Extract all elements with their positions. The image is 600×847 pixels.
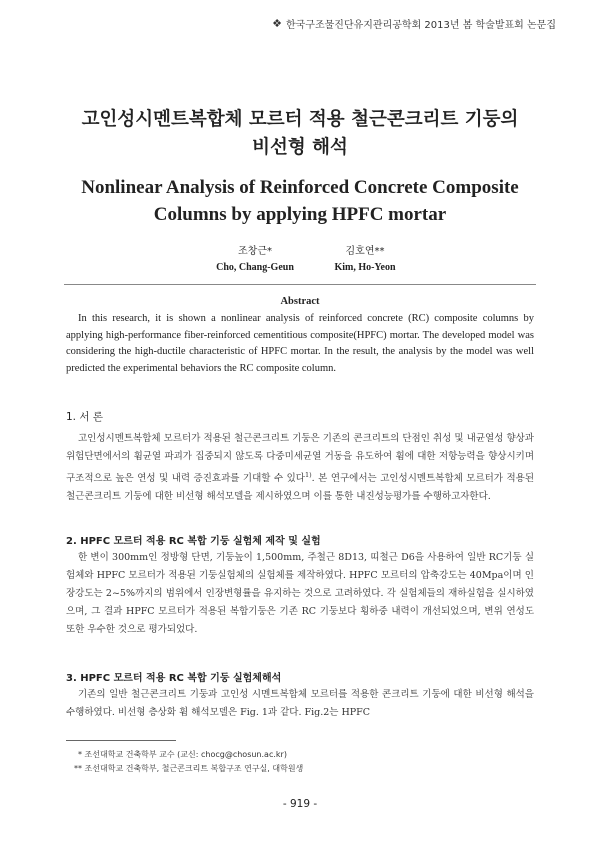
document-icon: ❖ (272, 17, 282, 30)
author-2-korean-name: 김호연** (345, 246, 385, 257)
running-header (272, 16, 556, 31)
section-1-text-part-2: . 본 연구에서는 고인성시멘트복합체 모르터가 적용된 철근콘크리트 기둥에 대한 비선형 해석모델을 제시하였으며 이를 통한 내진성능평가를 수행하고자한다. (66, 473, 535, 503)
section-2-paragraph: 한 변이 300mm인 정방형 단면, 기둥높이 1,500mm, 주철근 8D13, 띠철근 D6을 사용하여 일반 RC기둥 실험체와 HPFC 모르터가 적용된 기둥실험체의 실험체를 제작하였다. HPFC 모르터의 압축강도는 40Mpa이며 인장강도는 2~5%까지의 범위에서 인장변형률을 유지하는 것으로 고려하였다. 각 실험체들의 재하실험을 실시하였으며, 그 결과 HPFC 모르터가 적용된 복합기둥은 기존 RC 기둥보다 횡하중 내력이 개선되었으며, 변위 연성도 또한 우수한 것으로 평가되었다. (66, 552, 534, 635)
section-2-heading: 2. HPFC 모르터 적용 RC 복합 기둥 실험체 제작 및 실험 (66, 536, 321, 547)
author-2-english-name: Kim, Ho-Yeon (334, 262, 396, 273)
english-title (0, 174, 600, 228)
abstract-text: In this research, it is shown a nonlinear analysis of reinforced concrete (RC) composite columns by applying high-performance fiber-reinforced cementitious composite(HPFC) mortar. The developed model was considering the high-ductile characteristic of HPFC mortar. In the result, the analysis by the model was well predicted the experimental behaviors the RC composite column. (66, 313, 534, 374)
header-text: 한국구조물진단유지관리공학회 2013년 봄 학술발표회 논문집 (285, 20, 556, 31)
korean-title-line-1: 고인성시멘트복합체 모르터 적용 철근콘크리트 기둥의 (81, 109, 519, 130)
section-1-text-part-1: 고인성시멘트복합체 모르터가 적용된 철근콘크리트 기둥은 기존의 콘크리트의 단점인 취성 및 내균열성 향상과 위험단면에서의 휨균열 파괴가 집중되지 않도록 다중미세균열 거동을 유도하여 휨에 대한 저항능력을 향상시키며 구조적으로 높은 연성 및 내력 증진효과를 기대할 수 있다 (66, 433, 534, 485)
abstract-heading: Abstract (280, 296, 320, 307)
section-1-paragraph (66, 430, 534, 506)
english-title-line-2: Columns by applying HPFC mortar (153, 204, 447, 225)
footnote-divider (66, 740, 176, 741)
footnote-1: * 조선대학교 건축학부 교수 (교신: chocg@chosun.ac.kr) (78, 750, 287, 759)
author-1-korean-name: 조창근* (238, 246, 272, 257)
footnote-2: ** 조선대학교 건축학부, 철근콘크리트 복합구조 연구실, 대학원생 (74, 764, 304, 773)
citation-superscript: 1) (304, 471, 312, 479)
section-3-paragraph: 기존의 일반 철근콘크리트 기둥과 고인성 시멘트복합체 모르터를 적용한 콘크리트 기둥에 대한 비선형 해석을 수행하였다. 비선형 층상화 휨 해석모델은 Fig. 1과 같다. Fig.2는 HPFC (66, 689, 534, 718)
english-title-line-1: Nonlinear Analysis of Reinforced Concrete Composite (81, 177, 519, 198)
author-2 (300, 244, 430, 276)
author-1-english-name: Cho, Chang-Geun (216, 262, 294, 273)
title-divider (64, 284, 536, 285)
korean-title (0, 106, 600, 162)
korean-title-line-2: 비선형 해석 (252, 137, 348, 158)
section-1-heading: 1. 서 론 (66, 411, 103, 423)
section-3-heading: 3. HPFC 모르터 적용 RC 복합 기둥 실험체해석 (66, 673, 282, 684)
page-number: - 919 - (282, 798, 318, 810)
